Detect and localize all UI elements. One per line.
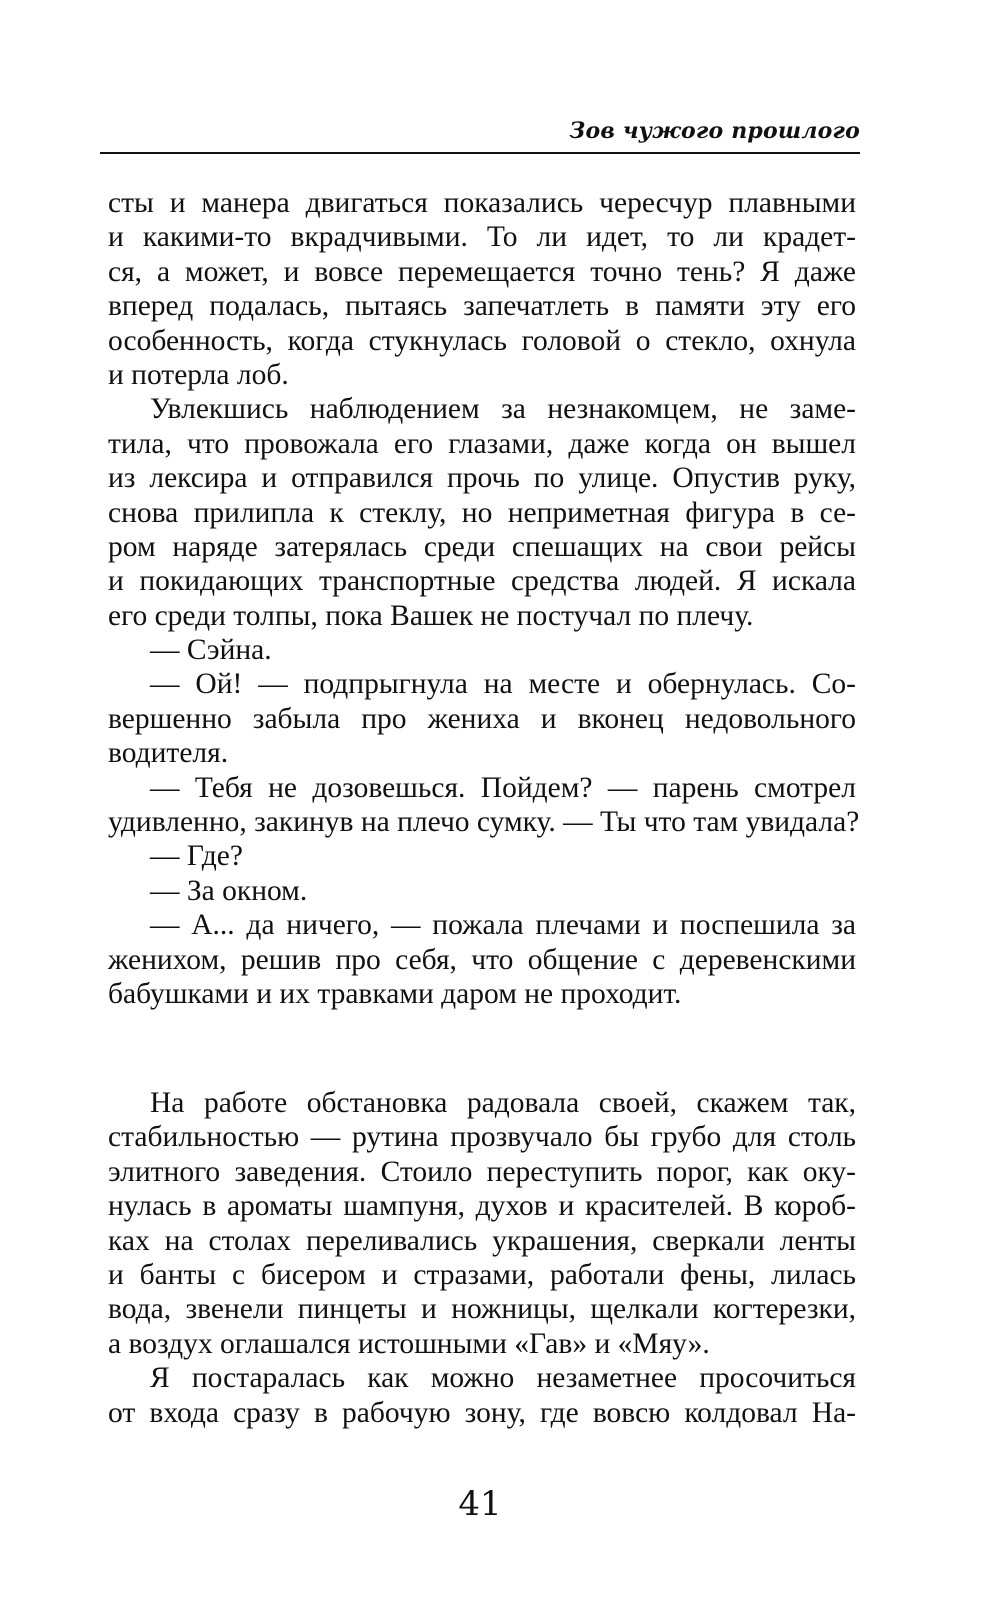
text-line: Я постаралась как можно незаметнее просочиться <box>150 1362 856 1395</box>
text-line: нулась в ароматы шампуня, духов и красителей. В короб- <box>108 1190 856 1223</box>
running-title: Зов чужого прошлого <box>569 118 860 144</box>
text-line: водителя. <box>108 737 229 770</box>
text-line: особенность, когда стукнулась головой о стекло, охнула <box>108 324 856 357</box>
header-rule <box>100 152 860 154</box>
text-line: от входа сразу в рабочую зону, где вовсю колдовал На- <box>108 1396 856 1429</box>
page-number: 41 <box>458 1484 502 1524</box>
text-line: вперед подалась, пытаясь запечатлеть в памяти эту его <box>108 290 856 323</box>
text-line: — Тебя не дозовешься. Пойдем? — парень смотрел <box>150 771 856 804</box>
text-line: ся, а может, и вовсе перемещается точно тень? Я даже <box>108 255 856 288</box>
text-line: из лексира и отправился прочь по улице. Опустив руку, <box>108 462 856 495</box>
text-line: Увлекшись наблюдением за незнакомцем, не заме- <box>150 393 856 426</box>
text-line: — Где? <box>150 840 243 873</box>
text-line: — За окном. <box>150 874 308 907</box>
text-line: — А... да ничего, — пожала плечами и поспешила за <box>150 909 856 942</box>
text-line: и потерла лоб. <box>108 358 289 391</box>
text-line: — Ой! — подпрыгнула на месте и обернулась. Со- <box>150 668 856 701</box>
text-section-1 <box>108 186 860 1011</box>
text-line: тила, что провожала его глазами, даже когда он вышел <box>108 427 856 460</box>
text-line: бабушками и их травками даром не проходит. <box>108 977 682 1010</box>
text-line: а воздух оглашался истошными «Гав» и «Мяу». <box>108 1327 710 1360</box>
text-line: ках на столах переливались украшения, сверкали ленты <box>108 1224 856 1257</box>
text-line: стабильностью — рутина прозвучало бы грубо для столь <box>108 1121 856 1154</box>
text-line: ром наряде затерялась среди спешащих на свои рейсы <box>108 530 856 563</box>
text-line: снова прилипла к стеклу, но неприметная фигура в се- <box>108 496 856 529</box>
text-section-2 <box>108 1086 856 1430</box>
text-line: и какими-то вкрадчивыми. То ли идет, то ли крадет- <box>108 221 856 254</box>
text-line: удивленно, закинув на плечо сумку. — Ты что там увидала? <box>108 806 860 839</box>
text-line: — Сэйна. <box>150 634 272 667</box>
text-line: и банты с бисером и стразами, работали фены, лилась <box>108 1258 856 1291</box>
text-line: и покидающих транспортные средства людей. Я искала <box>108 565 856 598</box>
text-line: сты и манера двигаться показались чересчур плавными <box>108 187 856 219</box>
text-line: женихом, решив про себя, что общение с деревенскими <box>108 943 856 976</box>
text-line: вершенно забыла про жениха и вконец недовольного <box>108 702 856 735</box>
text-line: его среди толпы, пока Вашек не постучал по плечу. <box>108 599 754 632</box>
text-line: На работе обстановка радовала своей, скажем так, <box>150 1087 856 1119</box>
text-line: вода, звенели пинцеты и ножницы, щелкали когтерезки, <box>108 1293 856 1326</box>
text-line: элитного заведения. Стоило переступить порог, как оку- <box>108 1155 856 1188</box>
